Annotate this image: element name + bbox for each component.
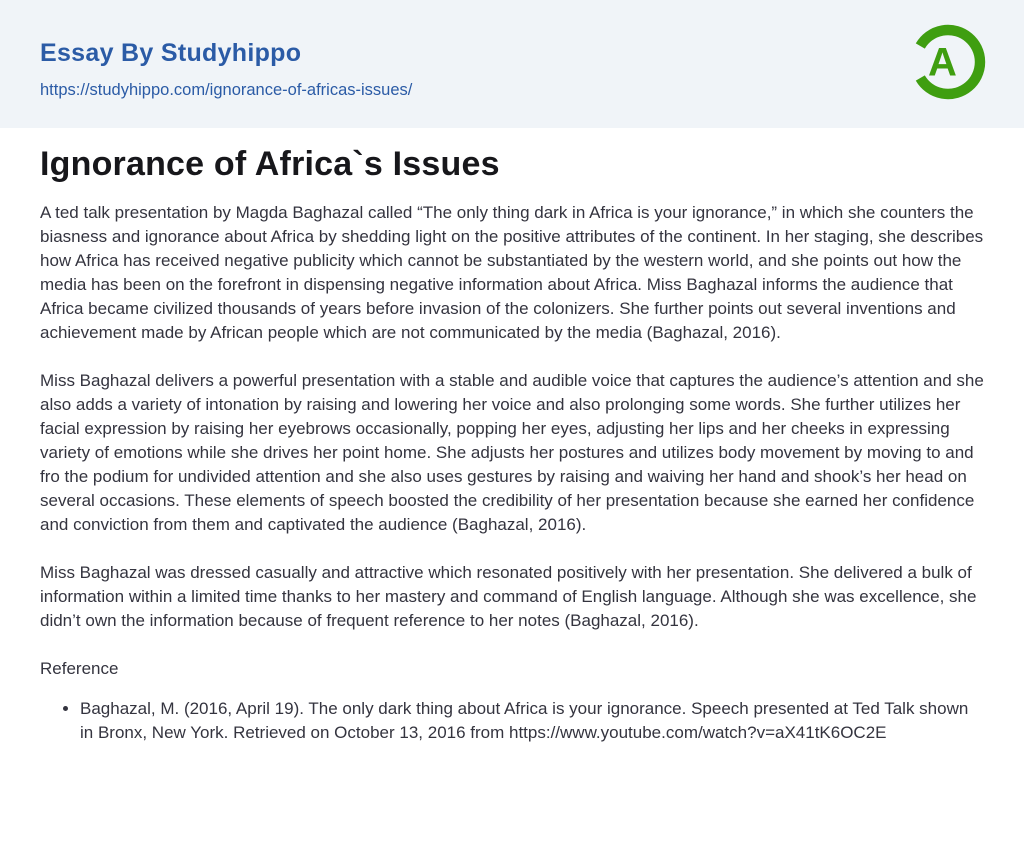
essay-paragraph-3: Miss Baghazal was dressed casually and attractive which resonated positively with her presentation. She delivered a bulk of information within a limited time thanks to her mastery and command of English language. Although she was excellence, she didn’t own the information because of frequent reference to her notes (Baghazal, 2016). bbox=[40, 563, 977, 630]
site-brand-title: Essay By Studyhippo bbox=[40, 39, 302, 67]
reference-list bbox=[40, 697, 984, 745]
essay-paragraph-1: A ted talk presentation by Magda Baghazal called “The only thing dark in Africa is your ignorance,” in which she counters the biasness and ignorance about Africa by shedding light on the positive attributes of the continent. In her staging, she describes how Africa has received negative publicity which cannot be substantiated by the western world, and she points out how the media has been on the forefront in dispensing negative information about Africa. Miss Baghazal informs the audience that Africa became civilized thousands of years before invasion of the colonizers. She further points out several inventions and achievement made by African people which are not communicated by the media (Baghazal, 2016). bbox=[40, 203, 984, 342]
logo-ring-icon bbox=[908, 22, 988, 102]
essay-paragraph-2: Miss Baghazal delivers a powerful presentation with a stable and audible voice that captures the audience’s attention and she also adds a variety of intonation by raising and lowering her voice and also prolonging some words. She further utilizes her facial expression by raising her eyebrows occasionally, popping her eyes, adjusting her lips and her cheeks in expressing variety of emotions while she drives her point home. She adjusts her postures and utilizes body movement by moving to and fro the podium for undivided attention and she also uses gestures by raising and waiving her hand and shook’s her head on several occasions. These elements of speech boosted the credibility of her presentation because she earned her confidence and conviction from them and captivated the audience (Baghazal, 2016). bbox=[40, 371, 984, 534]
source-url-text: https://studyhippo.com/ignorance-of-africas-issues/ bbox=[40, 81, 413, 99]
studyhippo-logo bbox=[908, 22, 988, 102]
reference-heading: Reference bbox=[40, 659, 119, 678]
site-header bbox=[0, 0, 1024, 128]
essay-content bbox=[0, 128, 1024, 745]
source-url-link[interactable] bbox=[40, 80, 412, 100]
logo-letter: A bbox=[927, 40, 957, 85]
essay-title: Ignorance of Africa`s Issues bbox=[40, 145, 500, 183]
reference-item: • Baghazal, M. (2016, April 19). The only dark thing about Africa is your ignorance. Speech presented at Ted Talk shown in Bronx, New York. Retrieved on October 13, 2016 from https://www.youtube.com/watch?v=aX41tK6OC2E bbox=[80, 697, 984, 745]
